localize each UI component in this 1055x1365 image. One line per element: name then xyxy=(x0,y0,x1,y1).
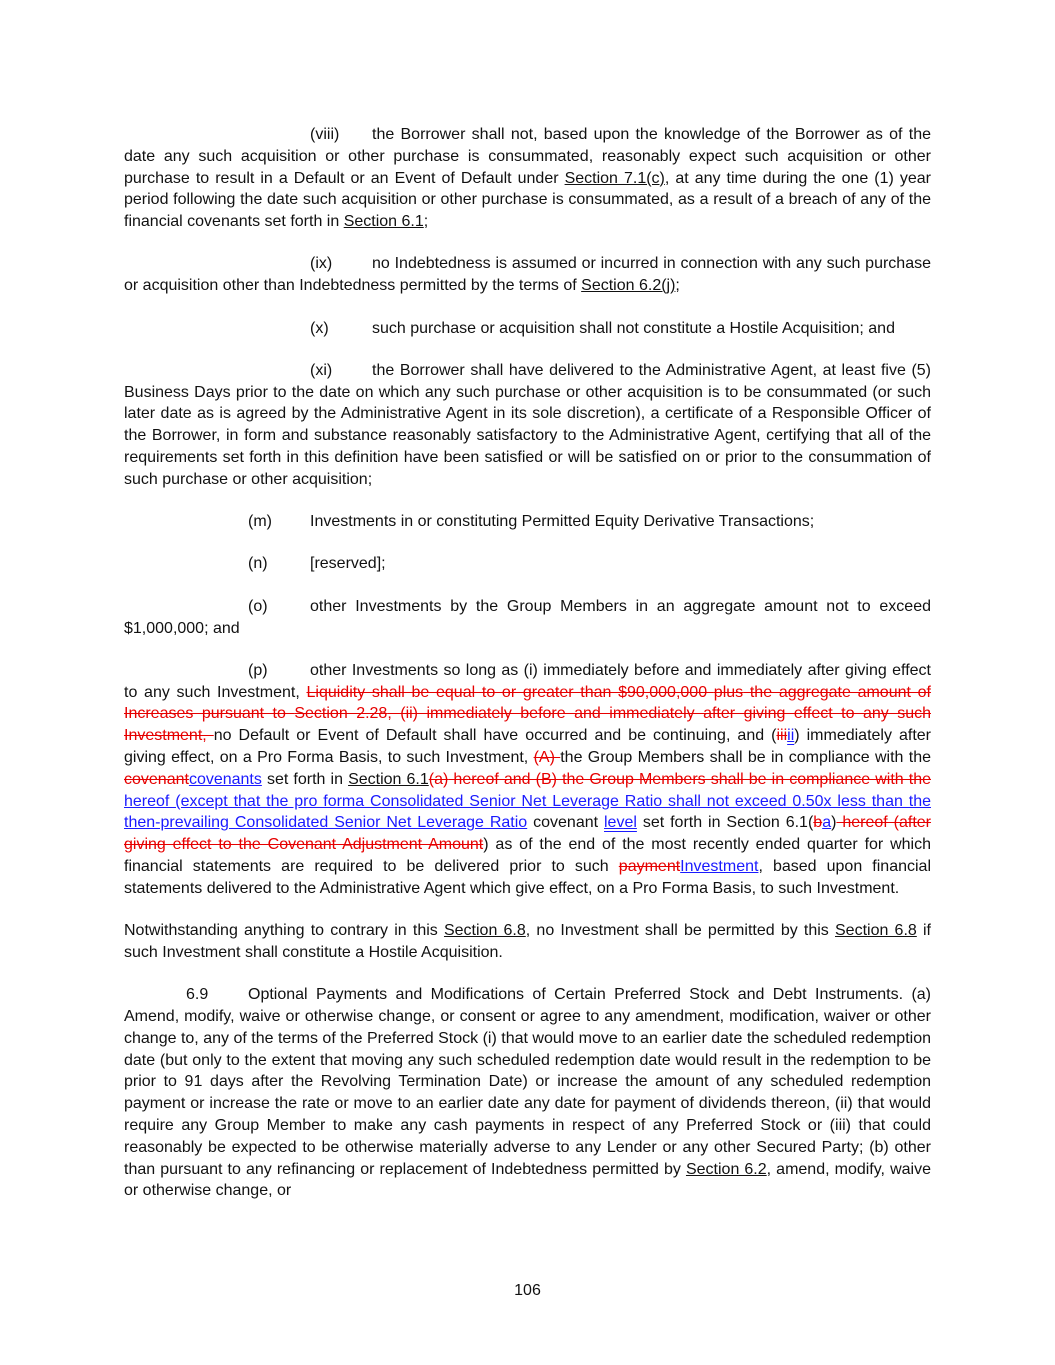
deleted-text: covenant xyxy=(124,770,189,788)
section-reference: Section 6.8 xyxy=(835,922,917,940)
clause-ix: (ix) no Indebtedness is assumed or incurred in connection with any such purchase or acquisition other than Indebtedness permitted by the terms of Section 6.2(j); xyxy=(124,255,931,295)
inserted-text: covenants xyxy=(188,770,262,788)
inserted-text: ii xyxy=(787,727,795,745)
deleted-text: Liquidity shall be equal to or greater than $90,000,000 xyxy=(306,683,714,701)
deleted-text: payment xyxy=(618,858,681,876)
deleted-text: (A) xyxy=(533,749,561,767)
clause-n: (n) [reserved]; xyxy=(124,553,931,575)
section-reference: Section 7.1(c) xyxy=(564,169,665,187)
page-number: 106 xyxy=(514,1282,541,1299)
inserted-text: Investment xyxy=(680,858,759,876)
clause-m: (m) Investments in or constituting Permitted Equity Derivative Transactions; xyxy=(124,511,931,533)
clause-number: (xi) xyxy=(310,361,333,379)
notwithstanding-paragraph: Notwithstanding anything to contrary in this Section 6.8, no Investment shall be permitted by this Section 6.8 if such Investment shall constitute a Hostile Acquisition. xyxy=(124,922,932,961)
clause-number: (ix) xyxy=(310,255,333,273)
section-reference: Section 6.8 xyxy=(443,922,526,940)
deleted-section-reference: Section 2.28 xyxy=(294,705,388,723)
deleted-text: , (ii) immediately before and immediately after giving effect to any such Investment, xyxy=(124,705,931,745)
section-6-9: 6.9 Optional Payments and Modifications of Certain Preferred Stock and Debt Instruments. (a) Amend, modify, waive or otherwise change, or consent or agree to any amendment, modification, waiver or other change to, any of the terms of the Preferred Stock (i) that would move to an earlier date the scheduled redemption date (but only to the extent that moving any such scheduled redemption date would result in the redemption to be prior to 91 days after the Revolving Termination Date) or increase the amount of any scheduled redemption payment or increase the rate or move to an earlier date any date for payment of dividends thereon, (ii) that would require any Group Member to make any cash payments in respect of any Preferred Stock or (iii) that could reasonably be expected to be otherwise materially adverse to any Lender or any other Secured Party; (b) other than pursuant to any refinancing or replacement of Indebtedness permitted by Section 6.2, amend, modify, waive or otherwise change, or xyxy=(124,986,931,1200)
inserted-text: level xyxy=(604,814,637,832)
section-reference: Section 6.1 xyxy=(348,770,429,788)
clause-number: (m) xyxy=(248,513,272,531)
clause-number: (x) xyxy=(310,319,329,337)
clause-number: (n) xyxy=(248,555,268,573)
deleted-text: hereof (after giving effect to the Covenant Adjustment Amount xyxy=(124,814,932,854)
clause-x: (x) such purchase or acquisition shall not constitute a Hostile Acquisition; and xyxy=(124,318,931,340)
clause-viii: (viii) the Borrower shall not, based upon the knowledge of the Borrower as of the date any such acquisition or other purchase is consummated, reasonably expect such acquisition or other purchase to result in a Default or an Event of Default under Section 7.1(c), at any time during the one (1) year period following the date such acquisition or other purchase is consummated, as a result of a breach of any of the financial covenants set forth in Section 6.1; xyxy=(124,126,932,231)
section-reference: Section 6.1 xyxy=(343,213,424,231)
clause-xi: (xi) the Borrower shall have delivered to the Administrative Agent, at least five (5) Business Days prior to the date on which any such purchase or other acquisition is to be consummated (or such later date as is agreed by the Administrative Agent in its sole discretion), a certificate of a Responsible Officer of the Borrower, in form and substance reasonably satisfactory to the Administrative Agent, certifying that all of the requirements set forth in this definition have been satisfied or will be satisfied on or prior to the consummation of such purchase or other acquisition; xyxy=(124,361,931,488)
inserted-text: a xyxy=(822,814,832,832)
section-reference: Section 6.2(j) xyxy=(581,277,676,295)
clause-number: (p) xyxy=(248,661,268,679)
deleted-text: b xyxy=(813,814,823,832)
deleted-text: iii xyxy=(776,727,788,745)
deleted-text: the aggregate amount of Increases pursuant to xyxy=(124,683,932,723)
document-page xyxy=(124,124,931,1202)
clause-o: (o) other Investments by the Group Members in an aggregate amount not to exceed $1,000,000; and xyxy=(124,597,931,637)
deleted-text: plus xyxy=(713,683,744,701)
section-number: 6.9 xyxy=(186,986,209,1004)
clause-number: (viii) xyxy=(310,126,340,143)
section-reference: Section 6.2 xyxy=(685,1160,767,1178)
clause-number: (o) xyxy=(248,597,268,615)
inserted-text: hereof (except that the pro forma Consolidated Senior Net Leverage Ratio shall not exceed 0.50x less than the then-prevailing Consolidated Senior Net Leverage Ratio xyxy=(124,792,931,832)
deleted-text: (a) xyxy=(428,770,449,788)
clause-p: (p) other Investments so long as (i) immediately before and immediately after giving effect to any such Investment, Liquidity shall be equal to or greater than $90,000,000 plus the aggregate amount of Increases pursuant to Section 2.28, (ii) immediately before and immediately after giving effect to any such Investment, no Default or Event of Default shall have occurred and be continuing, and (iiiii) immediately after giving effect, on a Pro Forma Basis, to such Investment, (A) the Group Members shall be in compliance with the covenantcovenants set forth in Section 6.1(a) hereof and (B) the Group Members shall be in compliance with the hereof (except that the pro forma Consolidated Senior Net Leverage Ratio shall not exceed 0.50x less than the then-prevailing Consolidated Senior Net Leverage Ratio covenant level set forth in Section 6.1(ba) hereof (after giving effect to the Covenant Adjustment Amount) as of the end of the most recently ended quarter for which financial statements are required to be delivered prior to such paymentInvestment, based upon financial statements delivered to the Administrative Agent which give effect, on a Pro Forma Basis, to such Investment. xyxy=(124,661,932,897)
deleted-text: hereof and (B) the Group Members shall be in compliance with the xyxy=(448,770,931,788)
section-heading: Optional Payments and Modifications of Certain Preferred Stock and Debt Instruments. xyxy=(248,986,904,1004)
